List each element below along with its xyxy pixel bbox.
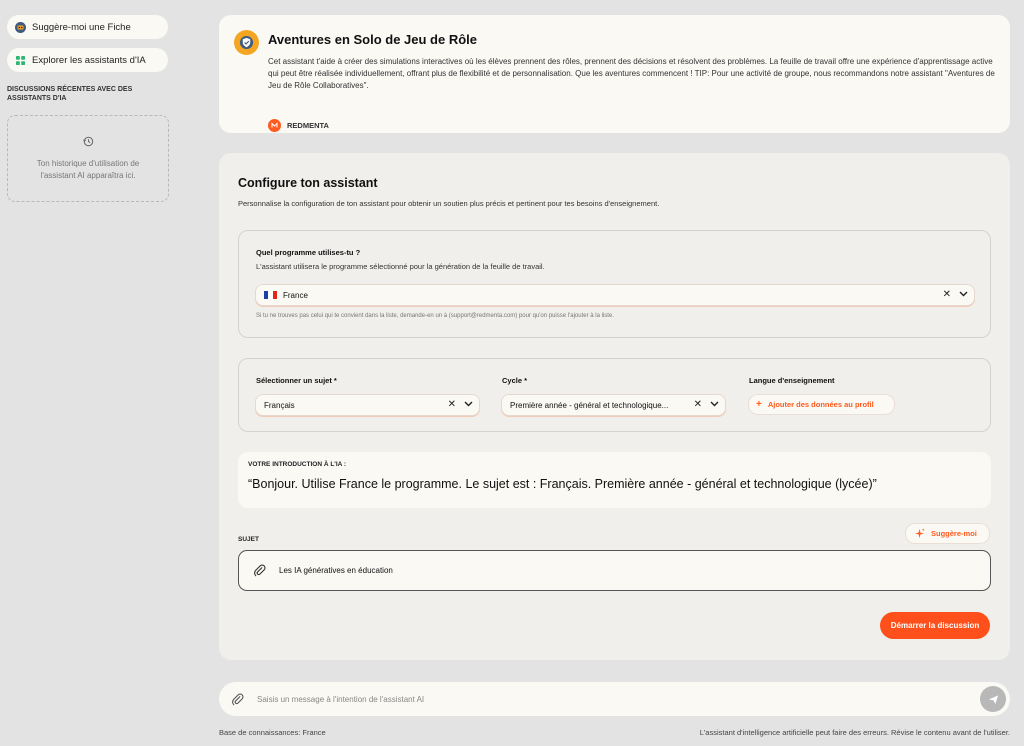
chevron-down-icon[interactable]: [710, 399, 719, 410]
start-discussion-button[interactable]: Démarrer la discussion: [880, 612, 990, 639]
suggest-topic-label: Suggère-moi: [931, 529, 977, 538]
assistant-title: Aventures en Solo de Jeu de Rôle: [268, 32, 478, 47]
plus-icon: +: [756, 399, 762, 410]
add-profile-data-label: Ajouter des données au profil: [767, 400, 874, 409]
clear-icon[interactable]: ✕: [447, 399, 456, 410]
suggest-topic-button[interactable]: [905, 523, 990, 544]
send-button[interactable]: [980, 686, 1006, 712]
history-icon: [83, 136, 94, 151]
ai-introduction-text: “Bonjour. Utilise France le programme. Le sujet est : Français. Première année - général et technologique (lycée)”: [248, 477, 877, 491]
clear-icon[interactable]: ✕: [693, 399, 702, 410]
ai-disclaimer-text: L'assistant d'intelligence artificielle peut faire des erreurs. Révise le contenu avant de l'utiliser.: [699, 728, 1010, 737]
message-input-bar[interactable]: [219, 682, 1010, 716]
subject-card: [238, 358, 991, 432]
cycle-select[interactable]: [501, 394, 726, 416]
france-flag-icon: [264, 291, 277, 299]
brand-row: [268, 119, 329, 132]
add-profile-data-button[interactable]: [748, 394, 895, 415]
language-label: Langue d'enseignement: [749, 376, 835, 385]
history-empty-text: Ton historique d'utilisation de l'assistant AI apparaîtra ici.: [36, 159, 140, 180]
explore-assistants-button[interactable]: [7, 48, 168, 72]
grid-icon: [15, 55, 26, 66]
subject-value: Français: [264, 400, 295, 410]
clear-icon[interactable]: ✕: [942, 289, 951, 300]
knowledge-base-text: Base de connaissances: France: [219, 728, 326, 737]
ai-introduction-label: VOTRE INTRODUCTION À L'IA :: [248, 461, 347, 468]
program-select[interactable]: [255, 284, 975, 306]
cycle-label: Cycle *: [502, 376, 528, 385]
sidebar: [0, 0, 205, 746]
robot-icon: [15, 22, 26, 33]
configure-title: Configure ton assistant: [238, 176, 378, 190]
assistant-shield-icon: [234, 30, 259, 55]
program-card: [238, 230, 991, 338]
subject-label: Sélectionner un sujet *: [256, 376, 337, 385]
message-placeholder: Saisis un message à l'intention de l'assistant AI: [257, 694, 425, 704]
topic-label: SUJET: [238, 536, 259, 543]
cycle-value: Première année - général et technologique...: [510, 400, 669, 410]
program-hint: Si tu ne trouves pas celui qui te convient dans la liste, demande-en un à (support@redmenta.com) pour qu'on puisse l'ajouter à la liste.: [256, 313, 614, 319]
suggest-worksheet-label: Suggère-moi une Fiche: [32, 21, 131, 33]
configure-subtitle: Personnalise la configuration de ton assistant pour obtenir un soutien plus précis et pertinent pour tes besoins d'enseignement.: [238, 199, 660, 208]
chevron-down-icon[interactable]: [959, 289, 968, 300]
sparkle-icon: [914, 528, 925, 539]
assistant-description: Cet assistant t'aide à créer des simulations interactives où les élèves prennent des rôles, prennent des décisions et résolvent des problèmes. La feuille de travail offre une expérience d'apprentissage active qui peut être réalisée individuellement, offrant plus de flexibilité et de personnalisation. Que les aventures commencent ! TIP: Pour une activité de groupe, nous recommandons notre assistant "Aventures de Jeu de Rôle Collaboratives".: [268, 57, 995, 90]
program-sub: L'assistant utilisera le programme sélectionné pour la génération de la feuille de travail.: [256, 262, 545, 271]
topic-input[interactable]: [238, 550, 991, 591]
topic-value: Les IA génératives en éducation: [279, 566, 393, 575]
chevron-down-icon[interactable]: [464, 399, 473, 410]
configure-panel: [219, 153, 1010, 660]
paperclip-icon[interactable]: [253, 564, 266, 577]
brand-name: REDMENTA: [287, 121, 329, 130]
recent-discussions-heading: DISCUSSIONS RÉCENTES AVEC DES ASSISTANTS D'IA: [7, 86, 133, 102]
send-icon: [988, 694, 999, 705]
assistant-info-card: [219, 15, 1010, 133]
suggest-worksheet-button[interactable]: [7, 15, 168, 39]
redmenta-logo-icon: [268, 119, 281, 132]
subject-select[interactable]: [255, 394, 480, 416]
explore-assistants-label: Explorer les assistants d'IA: [32, 54, 146, 66]
ai-introduction-box: [238, 452, 991, 508]
history-empty-box: [7, 115, 169, 202]
program-value: France: [283, 290, 308, 300]
paperclip-icon[interactable]: [231, 693, 244, 706]
program-label: Quel programme utilises-tu ?: [256, 248, 361, 257]
